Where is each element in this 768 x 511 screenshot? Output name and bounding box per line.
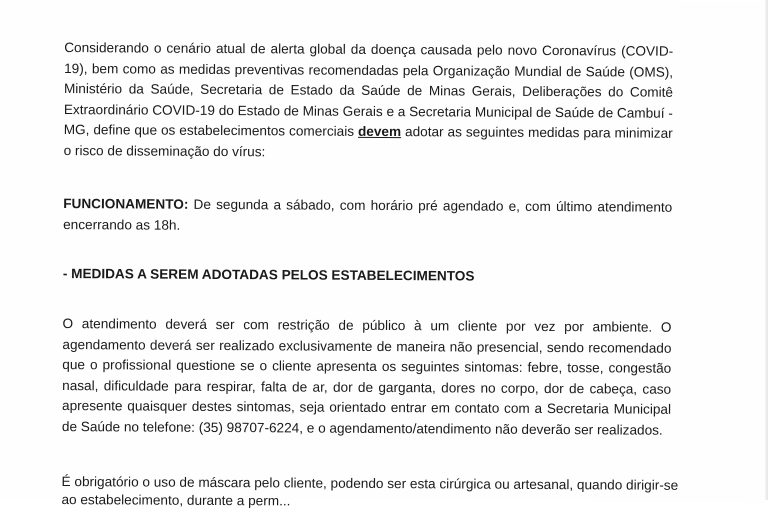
intro-text-end: adotar as seguintes medidas para minimizar o risco de disseminação do vírus:	[63, 124, 673, 160]
medidas-heading: - MEDIDAS A SEREM ADOTADAS PELOS ESTABELECIMENTOS	[62, 266, 475, 284]
section-heading-cut	[64, 0, 388, 1]
cut-last-line: ao estabelecimento, durante a perm...	[61, 492, 291, 509]
funcionamento-text: De segunda a sábado, com horário pré agendado e, com último atendimento encerrando as 18h.	[63, 196, 673, 233]
mascara-paragraph: É obrigatório o uso de máscara pelo cliente, podendo ser esta cirúrgica ou artesanal, quando dirigir-se	[61, 474, 679, 493]
atendimento-paragraph: O atendimento deverá ser com restrição de público à um cliente por vez por ambiente. O agendamento deverá ser realizado exclusivamente de maneira não presencial, sendo recomendado que o profissional questione se o cliente apresenta os seguintes sintomas: febre, tosse, congestão nasal, dificuldade para respirar, falta de ar, dor de garganta, dores no corpo, dor de cabeça, caso apresente quaisquer destes sintomas, seja orientado entrar em contato com a Secretaria Municipal de Saúde no telefone: (35) 98707-6224, e o agendamento/atendimento não deverão ser realizados.	[61, 316, 672, 438]
intro-paragraph	[64, 38, 674, 165]
intro-text-start: Considerando o cenário atual de alerta global da doença causada pelo novo Coronavírus (COVID-19), bem como as medidas preventivas recomendadas pela Organização Mundial de Saúde (OMS), Ministério da Saúde, Secretaria de Estado da Saúde de Minas Gerais, Deliberações do Comitê Extraordinário COVID-19 do Estado de Minas Gerais e a Secretaria Municipal de Saúde de Cambuí - MG, define que os estabelecimentos comerciais	[63, 40, 674, 140]
emphasis-devem: devem	[357, 124, 402, 140]
funcionamento-paragraph	[63, 194, 672, 239]
funcionamento-label: FUNCIONAMENTO:	[63, 196, 189, 212]
